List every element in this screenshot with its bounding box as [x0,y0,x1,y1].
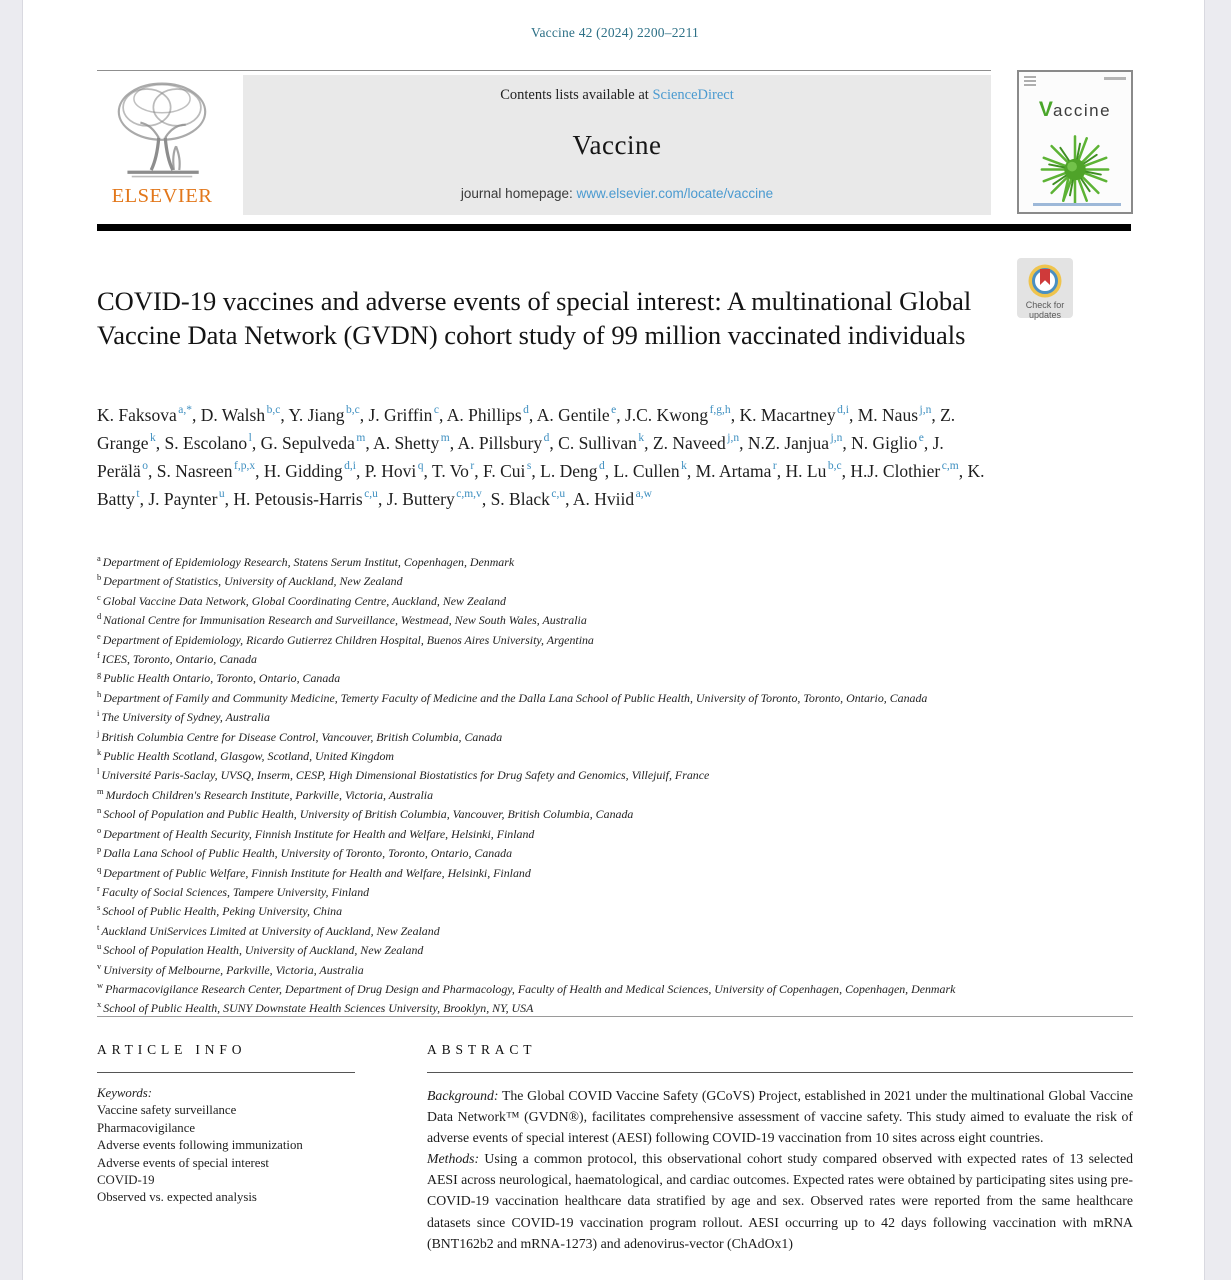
author-name: L. Cullen [613,461,680,481]
article-title: COVID-19 vaccines and adverse events of special interest: A multinational Global Vaccine Data Network (GVDN) cohort study of 99 million vaccinated individuals [97,286,972,351]
affiliation-item [97,688,1135,707]
affiliation-item [97,591,1135,610]
author-name: J. Buttery [386,489,455,509]
journal-cover-thumbnail [1017,70,1133,214]
affiliation-text: School of Public Health, SUNY Downstate Health Sciences University, Brooklyn, NY, USA [103,1001,534,1016]
author-affiliation-superscript[interactable]: u [218,488,225,501]
affiliation-text: Department of Epidemiology, Ricardo Gutierrez Children Hospital, Buenos Aires University, Argentina [102,632,594,647]
author-affiliation-superscript[interactable]: d [543,432,550,445]
affiliation-item [97,882,1135,901]
author-affiliation-superscript[interactable]: b,c [266,404,281,417]
journal-header-banner [243,75,991,215]
author [261,433,374,453]
author-name: J. Griffin [368,405,433,425]
author-name: H.J. Clothier [850,461,941,481]
author-affiliation-superscript[interactable]: c,u [364,488,378,501]
author-affiliation-superscript[interactable]: f,g,h [709,404,731,417]
author [786,461,851,481]
author [851,433,932,453]
affiliation-superscript: v [97,960,102,971]
article-info-rule [97,1072,355,1073]
affiliation-item [97,552,1135,571]
author [748,433,851,453]
author-affiliation-superscript[interactable]: o [142,460,148,473]
affiliation-text: School of Population Health, University of Auckland, New Zealand [103,943,424,958]
affiliation-superscript: n [97,805,102,816]
author [157,461,264,481]
cover-publisher-mark-icon [1024,76,1036,88]
keyword-item: Vaccine safety surveillance [97,1103,237,1118]
author [264,461,365,481]
author-name: G. Sepulveda [260,433,355,453]
affiliation-item [97,649,1135,668]
affiliation-item [97,901,1135,920]
author-separator: , [549,433,559,453]
author-affiliation-superscript[interactable]: d [598,460,605,473]
author-separator: , [423,461,432,481]
affiliation-text: Dalla Lana School of Public Health, University of Toronto, Toronto, Ontario, Canada [103,846,513,861]
header-separator-bar [97,224,1131,231]
author [432,461,483,481]
affiliation-item [97,940,1135,959]
affiliation-superscript: k [97,747,102,758]
author-name: J. Paynter [148,489,218,509]
author-name: S. Nasreen [156,461,233,481]
affiliation-item [97,630,1135,649]
abstract-body [427,1085,1133,1254]
affiliation-superscript: g [97,669,102,680]
affiliation-item [97,785,1135,804]
info-abstract-top-rule [97,1016,1133,1017]
author-name: L. Deng [540,461,598,481]
affiliation-item [97,610,1135,629]
author-separator: , [224,489,234,509]
author-list [97,401,994,513]
affiliation-superscript: l [97,766,100,777]
author-separator: , [528,405,537,425]
author-name: N.Z. Janjua [747,433,830,453]
elsevier-logo [97,75,227,215]
author-separator: , [644,433,653,453]
author-name: F. Cui [483,461,526,481]
abstract-heading: ABSTRACT [427,1042,537,1057]
cover-footer-text [1033,203,1121,206]
author-affiliation-superscript[interactable]: s [526,460,532,473]
elsevier-wordmark: ELSEVIER [111,185,213,207]
author [653,433,748,453]
author [613,461,695,481]
author-name: K. Faksova [97,405,177,425]
affiliation-item [97,979,1135,998]
author [369,405,447,425]
author-name: A. Gentile [536,405,610,425]
author-name: S. Black [490,489,550,509]
author-separator: , [931,405,941,425]
author-affiliation-superscript[interactable]: a,* [178,404,192,417]
affiliation-item [97,765,1135,784]
author [537,405,625,425]
author-name: J. Perälä [97,433,944,481]
author-affiliation-superscript[interactable]: e [611,404,617,417]
author-affiliation-superscript[interactable]: l [248,432,252,445]
contents-line [243,87,991,104]
author [573,489,652,509]
author [201,405,289,425]
author [858,405,940,425]
author-separator: , [565,489,573,509]
homepage-line [243,186,991,201]
author-separator: , [531,461,541,481]
author [458,433,559,453]
affiliation-item [97,960,1135,979]
author-name: K. Batty [97,461,985,509]
author [373,433,457,453]
author-name: P. Hovi [364,461,417,481]
affiliation-text: The University of Sydney, Australia [101,710,270,725]
author-name: H. Petousis-Harris [233,489,363,509]
journal-title: Vaccine [572,129,662,160]
abstract-section-text: The Global COVID Vaccine Safety (GCoVS) Project, established in 2021 under the multinational Global Vaccine Data Network™ (GVDN®), facilitates comprehensive assessment of vaccine safety. This study aimed to evaluate the risk of adverse events of special interest (AESI) following COVID-19 vaccination from 10 sites across eight countries. [427,1088,1133,1146]
affiliation-item [97,998,1135,1017]
affiliation-superscript: t [97,921,100,932]
author-affiliation-superscript[interactable]: r [772,460,777,473]
viewer-gutter-right [1204,0,1231,1280]
affiliation-superscript: c [97,591,101,602]
author [387,489,491,509]
author-affiliation-superscript[interactable]: d,i [344,460,356,473]
author-name: D. Walsh [200,405,266,425]
affiliation-item [97,746,1135,765]
author-separator: , [730,405,740,425]
author-separator: , [616,405,625,425]
affiliation-superscript: x [97,999,102,1010]
author [165,433,261,453]
article-info-heading: ARTICLE INFO [97,1042,247,1057]
affiliation-text: Department of Statistics, University of Auckland, New Zealand [103,574,403,589]
author-name: N. Giglio [851,433,918,453]
author-separator: , [155,433,165,453]
affiliation-superscript: b [97,572,102,583]
affiliation-superscript: r [97,882,100,893]
cover-title-initial: V [1038,98,1053,121]
author-separator: , [377,489,387,509]
author-affiliation-superscript[interactable]: r [470,460,475,473]
affiliation-text: Global Vaccine Data Network, Global Coordinating Centre, Auckland, New Zealand [102,593,506,608]
author-affiliation-superscript[interactable]: q [417,460,424,473]
badge-line1: Check for [1025,300,1065,310]
affiliation-text: University of Melbourne, Parkville, Victoria, Australia [103,962,364,977]
author-name: Z. Naveed [652,433,726,453]
check-updates-badge[interactable] [1017,258,1073,321]
info-abstract-columns [97,1042,1133,1254]
author [97,405,201,425]
affiliation-superscript: s [97,902,101,913]
affiliation-item [97,921,1135,940]
affiliation-item [97,863,1135,882]
author-affiliation-superscript[interactable]: a,w [635,488,652,501]
cover-journal-title [1019,98,1131,122]
affiliation-text: Murdoch Children's Research Institute, Parkville, Victoria, Australia [105,787,434,802]
affiliation-text: School of Public Health, Peking University, China [102,904,343,919]
author [850,461,967,481]
author-name: H. Lu [785,461,827,481]
check-updates-icon [1032,268,1058,294]
bookmark-icon [1040,269,1050,285]
keyword-item: Adverse events following immunization [97,1138,303,1153]
affiliation-text: Department of Health Security, Finnish Institute for Health and Welfare, Helsinki, Finland [103,826,535,841]
sciencedirect-link[interactable]: ScienceDirect [652,87,734,103]
article-info-column [97,1042,355,1254]
author-separator: , [251,433,261,453]
affiliation-text: Université Paris-Saclay, UVSQ, Inserm, CESP, High Dimensional Biostatistics for Drug Safety and Genomics, Villejuif, France [101,768,710,783]
author-affiliation-superscript[interactable]: j,n [830,432,843,445]
author [540,461,613,481]
elsevier-tree-icon [97,75,227,183]
author-affiliation-superscript[interactable]: c,u [551,488,566,501]
cover-issn-text [1104,77,1126,80]
affiliation-text: ICES, Toronto, Ontario, Canada [101,652,257,666]
abstract-section-text: Using a common protocol, this observational cohort study compared observed with expected rates of 13 selected AESI across neurological, haematological, and cardiac outcomes. Expected rates were obtained by participating sites using pre-COVID-19 vaccination healthcare data stratified by age and sex. Observed rates were reported from the same healthcare datasets since COVID-19 vaccination program rollout. AESI occurring up to 42 days following vaccination with mRNA (BNT162b2 and mRNA-1273) and adenovirus-vector (ChAdOx1) [427,1151,1133,1251]
abstract-column [427,1042,1133,1254]
homepage-prefix: journal homepage: [460,186,577,201]
affiliation-text: Department of Epidemiology Research, Statens Serum Institut, Copenhagen, Denmark [102,554,515,569]
author-affiliation-superscript[interactable]: d,i [837,404,849,417]
author-separator: , [474,461,484,481]
keyword-item: COVID-19 [97,1172,155,1187]
author-separator: , [842,433,852,453]
viewer-gutter-left [0,0,23,1280]
author-separator: , [604,461,614,481]
keyword-list [97,1102,355,1206]
author [288,405,368,425]
author-separator: , [365,433,374,453]
affiliation-superscript: j [97,727,100,738]
affiliation-item [97,668,1135,687]
check-updates-label [1017,300,1073,321]
author-affiliation-superscript[interactable]: m [356,432,366,445]
affiliation-text: Public Health Ontario, Toronto, Ontario, Canada [103,671,341,686]
affiliation-text: National Centre for Immunisation Research and Surveillance, Westmead, New South Wales, Australia [103,613,587,628]
affiliation-superscript: h [97,688,102,699]
author [491,489,573,509]
cover-title-rest: accine [1052,101,1112,120]
affiliation-text: Pharmacovigilance Research Center, Department of Drug Design and Pharmacology, Faculty of Health and Medical Sciences, University of Copenhagen, Copenhagen, Denmark [105,981,956,996]
author-name: K. Macartney [739,405,836,425]
author-affiliation-superscript[interactable]: c,m,v [456,488,482,501]
author [696,461,786,481]
affiliation-item [97,707,1135,726]
author-name: S. Escolano [164,433,248,453]
affiliation-superscript: o [97,824,102,835]
author-affiliation-superscript[interactable]: d [523,404,529,417]
author-separator: , [481,489,491,509]
author-separator: , [191,405,201,425]
affiliation-text: Department of Public Welfare, Finnish Institute for Health and Welfare, Helsinki, Finland [103,865,531,880]
author-separator: , [739,433,748,453]
author-name: T. Vo [431,461,469,481]
affiliation-text: Auckland UniServices Limited at University of Auckland, New Zealand [101,923,440,938]
author-name: M. Artama [695,461,772,481]
affiliation-superscript: a [97,553,101,563]
affiliation-superscript: i [97,708,100,719]
badge-line2: updates [1028,310,1062,321]
author [233,489,386,509]
author [625,405,739,425]
author-affiliation-superscript[interactable]: j,n [919,404,932,417]
author-separator: , [686,461,696,481]
affiliation-list [97,552,1135,1018]
affiliation-item [97,804,1135,823]
author-separator: , [848,405,858,425]
author-affiliation-superscript[interactable]: k [681,460,687,473]
author-affiliation-superscript[interactable]: k [638,432,645,445]
author-separator: , [449,433,458,453]
affiliation-text: Department of Family and Community Medicine, Temerty Faculty of Medicine and the Dalla Lana School of Public Health, University of Toronto, Toronto, Ontario, Canada [103,690,928,705]
author [447,405,537,425]
author-name: J.C. Kwong [624,405,709,425]
author-affiliation-superscript[interactable]: f,p,x [234,460,256,473]
keyword-item: Pharmacovigilance [97,1120,196,1135]
author-separator: , [776,461,786,481]
keyword-item: Adverse events of special interest [97,1155,269,1170]
author [148,489,233,509]
author-affiliation-superscript[interactable]: b,c [346,404,360,417]
author-name: A. Phillips [446,405,522,425]
author-affiliation-superscript[interactable]: m [440,432,450,445]
virus-image-icon [1036,131,1114,214]
author-separator: , [923,433,933,453]
affiliation-item [97,727,1135,746]
affiliation-superscript: f [97,650,100,661]
affiliation-text: Public Health Scotland, Glasgow, Scotland, United Kingdom [103,749,394,764]
author-name: Y. Jiang [288,405,345,425]
affiliation-item [97,824,1135,843]
author-affiliation-superscript[interactable]: t [136,488,140,501]
header-top-rule [97,70,991,71]
affiliation-superscript: e [97,630,101,641]
author-separator: , [841,461,851,481]
author-name: C. Sullivan [558,433,637,453]
abstract-section-label: Methods: [427,1151,480,1167]
homepage-link[interactable]: www.elsevier.com/locate/vaccine [576,186,774,201]
author-separator: , [139,489,149,509]
affiliation-text: School of Population and Public Health, University of British Columbia, Vancouver, British Columbia, Canada [103,807,634,822]
author-separator: , [958,461,968,481]
author-separator: , [255,461,264,481]
affiliation-text: British Columbia Centre for Disease Control, Vancouver, British Columbia, Canada [101,729,503,744]
author-separator: , [280,405,289,425]
author [365,461,432,481]
abstract-rule [427,1072,1133,1073]
keywords-block [97,1085,355,1207]
author-name: H. Gidding [263,461,343,481]
author-affiliation-superscript[interactable]: k [150,432,156,445]
affiliation-superscript: w [97,979,104,990]
author-affiliation-superscript[interactable]: c [433,404,439,417]
keyword-item: Observed vs. expected analysis [97,1190,257,1205]
author [483,461,540,481]
affiliation-superscript: m [97,785,104,796]
author-separator: , [438,405,447,425]
abstract-section-label: Background: [427,1088,499,1103]
author-name: A. Pillsbury [457,433,543,453]
abstract-section [427,1085,1133,1148]
affiliation-superscript: q [97,863,102,874]
affiliation-item [97,571,1135,590]
affiliation-text: Faculty of Social Sciences, Tampere University, Finland [101,884,370,899]
affiliation-item [97,843,1135,862]
author-name: M. Naus [857,405,919,425]
author-name: Z. Grange [97,405,956,453]
author-separator: , [355,461,365,481]
author-separator: , [147,461,157,481]
author [558,433,653,453]
affiliation-superscript: u [97,941,102,952]
author-name: A. Hviid [572,489,635,509]
author-affiliation-superscript[interactable]: b,c [827,460,842,473]
journal-citation: Vaccine 42 (2024) 2200–2211 [531,25,699,40]
abstract-section [427,1148,1133,1253]
affiliation-superscript: p [97,844,102,855]
contents-prefix: Contents lists available at [500,87,653,103]
author-affiliation-superscript[interactable]: e [918,432,924,445]
author-affiliation-superscript[interactable]: c,m [941,460,959,473]
affiliation-superscript: d [97,611,102,622]
author [739,405,857,425]
author-name: A. Shetty [373,433,440,453]
keywords-label: Keywords: [97,1086,152,1100]
author-separator: , [359,405,369,425]
author-affiliation-superscript[interactable]: j,n [727,432,740,445]
